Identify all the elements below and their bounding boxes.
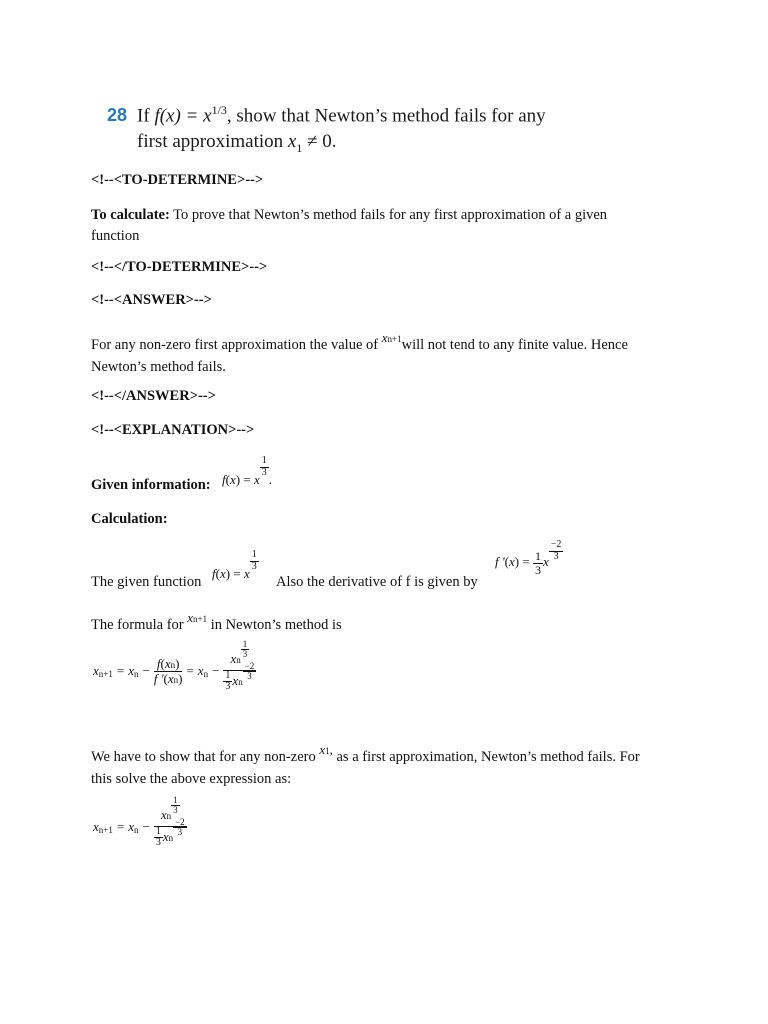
f-var: f [156,656,161,672]
eq: = [116,663,125,679]
exp-one-third [241,640,250,660]
frac-den: f '(xn) [153,670,183,686]
x-var: x [164,656,171,672]
eq: = [522,554,530,570]
x-var: x [162,828,169,844]
x-var: x [319,742,326,757]
given-formula: f(x) = x $\frac{1}{3}$ . [222,455,272,487]
frac-num: 1 [242,639,248,649]
exp-one-third [260,456,269,478]
x-var: x [160,806,167,822]
frac-num: 1 [261,455,267,466]
show-text-b: as a first approximation, Newton’s method fails. For [336,749,640,765]
frac-den: 3 [155,837,161,849]
x-var: x [253,471,260,487]
formula-xn1 [187,610,207,625]
eq: = [116,819,125,835]
problem-if: If [137,105,155,127]
x-var: x [167,670,174,686]
x-var: x [229,471,236,487]
x-var: x [381,330,388,345]
sub-n1: n+1 [98,825,113,836]
exp-neg-two-third [173,818,187,838]
fprime: f ' [495,554,505,570]
given-label: Given information: [91,477,211,493]
to-calculate-text-1: To prove that Newton’s method fails for any first approximation of a given [169,207,608,223]
sub-n: n [133,669,139,680]
sub-n: n [173,674,179,685]
frac-num: 1 [225,669,231,681]
derivative-formula: f '(x) = $\frac{1}{3}$ x $\frac{-2}{3}$ [495,539,562,577]
frac-den: 3 [534,562,541,577]
formula-for-text [91,610,342,637]
problem-neq: ≠ 0. [302,131,337,153]
sub-n: n [238,676,243,687]
problem-line1-text: , show that Newton’s method fails for any [226,105,546,127]
x-var: x [243,565,250,581]
answer-xn1 [382,330,402,345]
frac-den: 3 [242,649,248,660]
frac-den: 3 [225,681,231,693]
sub-n: n [168,832,174,843]
problem-line-1 [107,97,546,129]
f-var: f [222,471,226,487]
answer-text-1b: will not tend to any finite value. Hence [401,337,628,353]
problem-exponent: 1/3 [211,103,227,117]
x-var: x [128,663,134,679]
minus: − [142,819,150,835]
formula-for-b: in Newton’s method is [210,617,342,633]
calculation-label: Calculation: [91,511,168,527]
x-var: x [232,672,239,688]
exp-one-third [250,550,259,572]
sub-n: n [133,825,139,836]
frac-one-third [533,550,543,576]
eq: = [186,663,194,679]
x-var: x [542,554,549,570]
frac-den [223,660,256,693]
x-var: x [93,819,99,835]
problem-fx: f(x) = x [154,105,212,127]
frac-num: −2 [175,816,185,827]
frac-num: 1 [534,549,541,563]
to-calculate-label: To calculate: [91,207,170,223]
x-var: x [230,650,237,666]
x-var: x [93,663,99,679]
exp-one-third [171,796,180,816]
sub-n: n [236,654,241,665]
given-function-text: The given function [91,574,202,590]
frac-f-over-fprime [154,657,183,685]
problem-x1-sub: 1 [296,141,303,156]
x-var: x [509,554,515,570]
show-text-a: We have to show that for any non-zero [91,749,316,765]
formula-for-a: The formula for [91,617,184,633]
frac-one-third [154,827,163,849]
sub-n1: n+1 [98,669,113,680]
problem-x1: x [287,131,297,153]
sub-n1: n+1 [193,614,208,624]
derivative-text: Also the derivative of f is given by [276,574,478,590]
fprime: f ' [153,670,164,686]
frac-num: 1 [155,825,161,837]
x-var: x [197,663,204,679]
x-var: x [128,819,134,835]
frac-den: 3 [247,671,252,682]
x-var: x [187,610,194,625]
tag-explanation-open: <!--<EXPLANATION>--> [91,422,255,438]
problem-number: 28 [107,105,128,126]
frac-x-over-derivative-2 [154,795,187,849]
frac-den: 3 [177,827,183,838]
to-calculate-text-2: function [91,228,140,244]
answer-text [91,330,628,378]
tag-answer-open: <!--<ANSWER>--> [91,292,212,308]
tag-to-determine-open: <!--<TO-DETERMINE>--> [91,172,264,188]
x-var: x [219,565,226,581]
frac-den: 3 [251,560,257,572]
sub-n1: n+1 [387,334,402,344]
problem-line2-text: first approximation [137,131,288,153]
frac-x-over-derivative [223,639,256,693]
frac-den: 3 [261,466,267,478]
sub-n: n [170,660,176,671]
answer-text-1a: For any non-zero first approximation the value of [91,337,382,353]
problem-statement [107,97,546,161]
show-text-2: this solve the above expression as: [91,771,292,787]
frac-num: −2 [244,660,255,671]
exp-neg-two-third [549,540,564,562]
eq: = [243,471,251,487]
newton-formula [93,639,256,693]
frac-num: 1 [173,795,178,805]
frac-den [154,816,187,849]
exp-neg-two-third [243,662,257,682]
given-function-formula: f(x) = x $\frac{1}{3}$ [212,549,257,581]
f-var: f [212,565,216,581]
frac-num: f(xn) [154,657,183,672]
minus: − [142,663,150,679]
to-calculate [91,205,607,247]
problem-line-2 [107,129,546,161]
tag-to-determine-close: <!--</TO-DETERMINE>--> [91,259,268,275]
sub-1: 1 [325,746,330,756]
minus: − [212,663,220,679]
eq: = [233,565,241,581]
frac-num: 1 [251,549,257,560]
frac-num: −2 [550,539,562,551]
frac-den: 3 [173,805,178,816]
show-text [91,742,640,790]
sub-n: n [166,810,172,821]
show-x1: x1, [319,742,333,757]
tag-answer-close: <!--</ANSWER>--> [91,388,216,404]
frac-den: 3 [553,550,559,562]
newton-formula-2 [93,795,187,849]
sub-n: n [203,669,209,680]
answer-text-2: Newton’s method fails. [91,359,226,375]
